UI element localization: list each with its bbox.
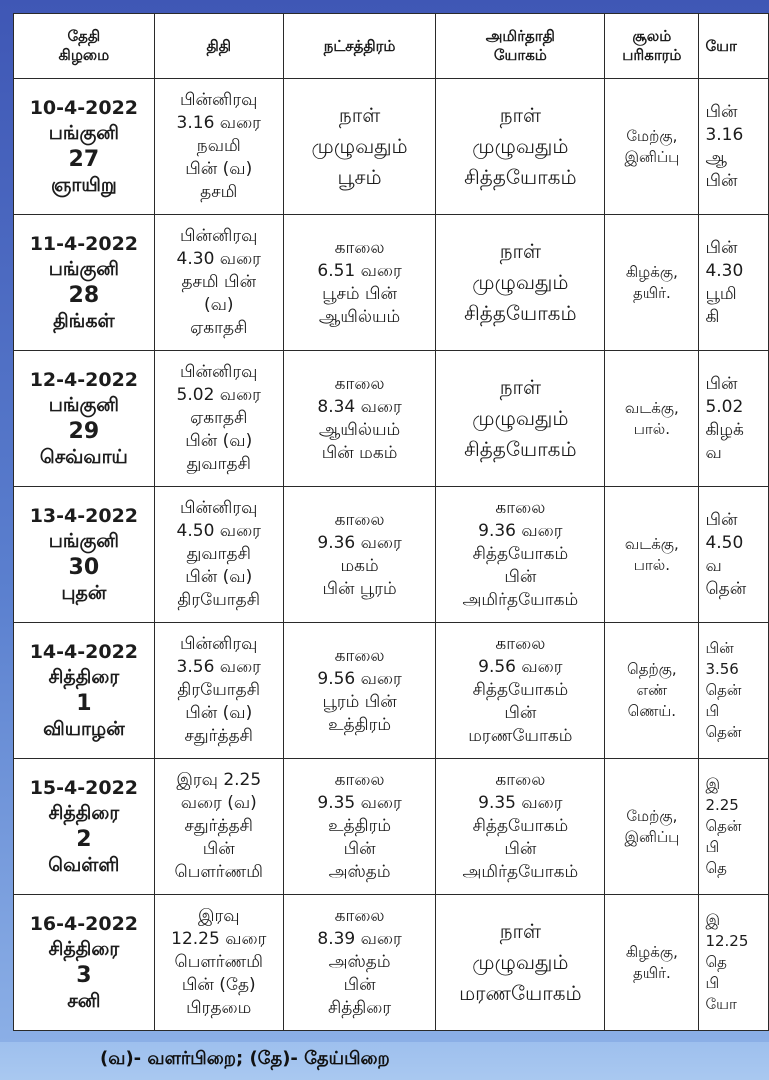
tamil-month: சித்திரை [48, 665, 120, 688]
tamil-month: பங்குனி [48, 121, 120, 144]
date-value: 11-4-2022 [29, 232, 139, 255]
last-cell: இ 2.25 தென் பி தெ [699, 759, 769, 895]
weekday: செவ்வாய் [39, 445, 128, 468]
thithi-cell: இரவு 12.25 வரை பௌர்ணமி பின் (தே) பிரதமை [154, 895, 283, 1031]
panchangam-table [13, 13, 769, 1031]
date-cell [14, 623, 155, 759]
thithi-cell: பின்னிரவு 4.50 வரை துவாதசி பின் (வ) திரயோதசி [154, 487, 283, 623]
yogam-cell: காலை 9.35 வரை சித்தயோகம் பின் அமிர்தயோகம் [436, 759, 605, 895]
date-value: 16-4-2022 [29, 912, 139, 935]
table-row [14, 215, 769, 351]
weekday: வெள்ளி [48, 853, 120, 876]
tamil-day: 1 [76, 690, 92, 716]
last-cell: பின் 4.50 வ தென் [699, 487, 769, 623]
yogam-cell: நாள் முழுவதும் சித்தயோகம் [436, 215, 605, 351]
star-cell: காலை 9.36 வரை மகம் பின் பூரம் [283, 487, 436, 623]
date-value: 10-4-2022 [29, 96, 139, 119]
date-cell [14, 895, 155, 1031]
header-row [14, 14, 769, 79]
tamil-month: பங்குனி [48, 393, 120, 416]
thithi-cell: பின்னிரவு 5.02 வரை ஏகாதசி பின் (வ) துவாதசி [154, 351, 283, 487]
last-cell: பின் 3.16 ஆ பின் [699, 79, 769, 215]
header-date: தேதி கிழமை [14, 14, 155, 79]
header-soolam: சூலம் பரிகாரம் [605, 14, 699, 79]
soolam-cell: கிழக்கு, தயிர். [605, 215, 699, 351]
header-thithi: திதி [154, 14, 283, 79]
weekday: திங்கள் [53, 309, 115, 332]
star-cell: காலை 9.56 வரை பூரம் பின் உத்திரம் [283, 623, 436, 759]
star-cell: காலை 6.51 வரை பூசம் பின் ஆயில்யம் [283, 215, 436, 351]
table-row [14, 487, 769, 623]
tamil-day: 2 [76, 826, 92, 852]
date-cell [14, 487, 155, 623]
star-cell: காலை 9.35 வரை உத்திரம் பின் அஸ்தம் [283, 759, 436, 895]
star-cell: காலை 8.34 வரை ஆயில்யம் பின் மகம் [283, 351, 436, 487]
tamil-day: 3 [76, 962, 92, 988]
date-value: 14-4-2022 [29, 640, 139, 663]
star-cell: நாள் முழுவதும் பூசம் [283, 79, 436, 215]
yogam-cell: காலை 9.56 வரை சித்தயோகம் பின் மரணயோகம் [436, 623, 605, 759]
tamil-day: 28 [68, 282, 100, 308]
tamil-day: 29 [68, 418, 100, 444]
thithi-cell: பின்னிரவு 3.16 வரை நவமி பின் (வ) தசமி [154, 79, 283, 215]
last-cell: பின் 3.56 தென் பி தென் [699, 623, 769, 759]
weekday: வியாழன் [43, 717, 125, 740]
header-last: யோ [699, 14, 769, 79]
yogam-cell: நாள் முழுவதும் மரணயோகம் [436, 895, 605, 1031]
thithi-cell: பின்னிரவு 3.56 வரை திரயோதசி பின் (வ) சதுர்த்தசி [154, 623, 283, 759]
date-cell [14, 351, 155, 487]
header-star: நட்சத்திரம் [283, 14, 436, 79]
table-row [14, 79, 769, 215]
yogam-cell: காலை 9.36 வரை சித்தயோகம் பின் அமிர்தயோகம் [436, 487, 605, 623]
header-yogam: அமிர்தாதி யோகம் [436, 14, 605, 79]
tamil-month: சித்திரை [48, 937, 120, 960]
date-cell [14, 79, 155, 215]
star-cell: காலை 8.39 வரை அஸ்தம் பின் சித்திரை [283, 895, 436, 1031]
thithi-cell: இரவு 2.25 வரை (வ) சதுர்த்தசி பின் பௌர்ணமி [154, 759, 283, 895]
last-cell: பின் 4.30 பூமி கி [699, 215, 769, 351]
weekday: சனி [67, 989, 101, 1012]
yogam-cell: நாள் முழுவதும் சித்தயோகம் [436, 79, 605, 215]
soolam-cell: மேற்கு, இனிப்பு [605, 759, 699, 895]
tamil-month: பங்குனி [48, 529, 120, 552]
table-row [14, 623, 769, 759]
weekday: ஞாயிறு [51, 173, 117, 196]
date-value: 15-4-2022 [29, 776, 139, 799]
date-value: 12-4-2022 [29, 368, 139, 391]
date-cell [14, 215, 155, 351]
soolam-cell: வடக்கு, பால். [605, 487, 699, 623]
table-row [14, 895, 769, 1031]
tamil-month: பங்குனி [48, 257, 120, 280]
soolam-cell: தெற்கு, எண் ணெய். [605, 623, 699, 759]
footer-legend: (வ)- வளர்பிறை; (தே)- தேய்பிறை [0, 1042, 769, 1080]
weekday: புதன் [61, 581, 107, 604]
table-row [14, 759, 769, 895]
table-row [14, 351, 769, 487]
tamil-day: 27 [68, 146, 100, 172]
soolam-cell: மேற்கு, இனிப்பு [605, 79, 699, 215]
thithi-cell: பின்னிரவு 4.30 வரை தசமி பின் (வ) ஏகாதசி [154, 215, 283, 351]
yogam-cell: நாள் முழுவதும் சித்தயோகம் [436, 351, 605, 487]
last-cell: பின் 5.02 கிழக் வ [699, 351, 769, 487]
soolam-cell: கிழக்கு, தயிர். [605, 895, 699, 1031]
date-cell [14, 759, 155, 895]
date-value: 13-4-2022 [29, 504, 139, 527]
soolam-cell: வடக்கு, பால். [605, 351, 699, 487]
tamil-month: சித்திரை [48, 801, 120, 824]
tamil-day: 30 [68, 554, 100, 580]
last-cell: இ 12.25 தெ பி யோ [699, 895, 769, 1031]
